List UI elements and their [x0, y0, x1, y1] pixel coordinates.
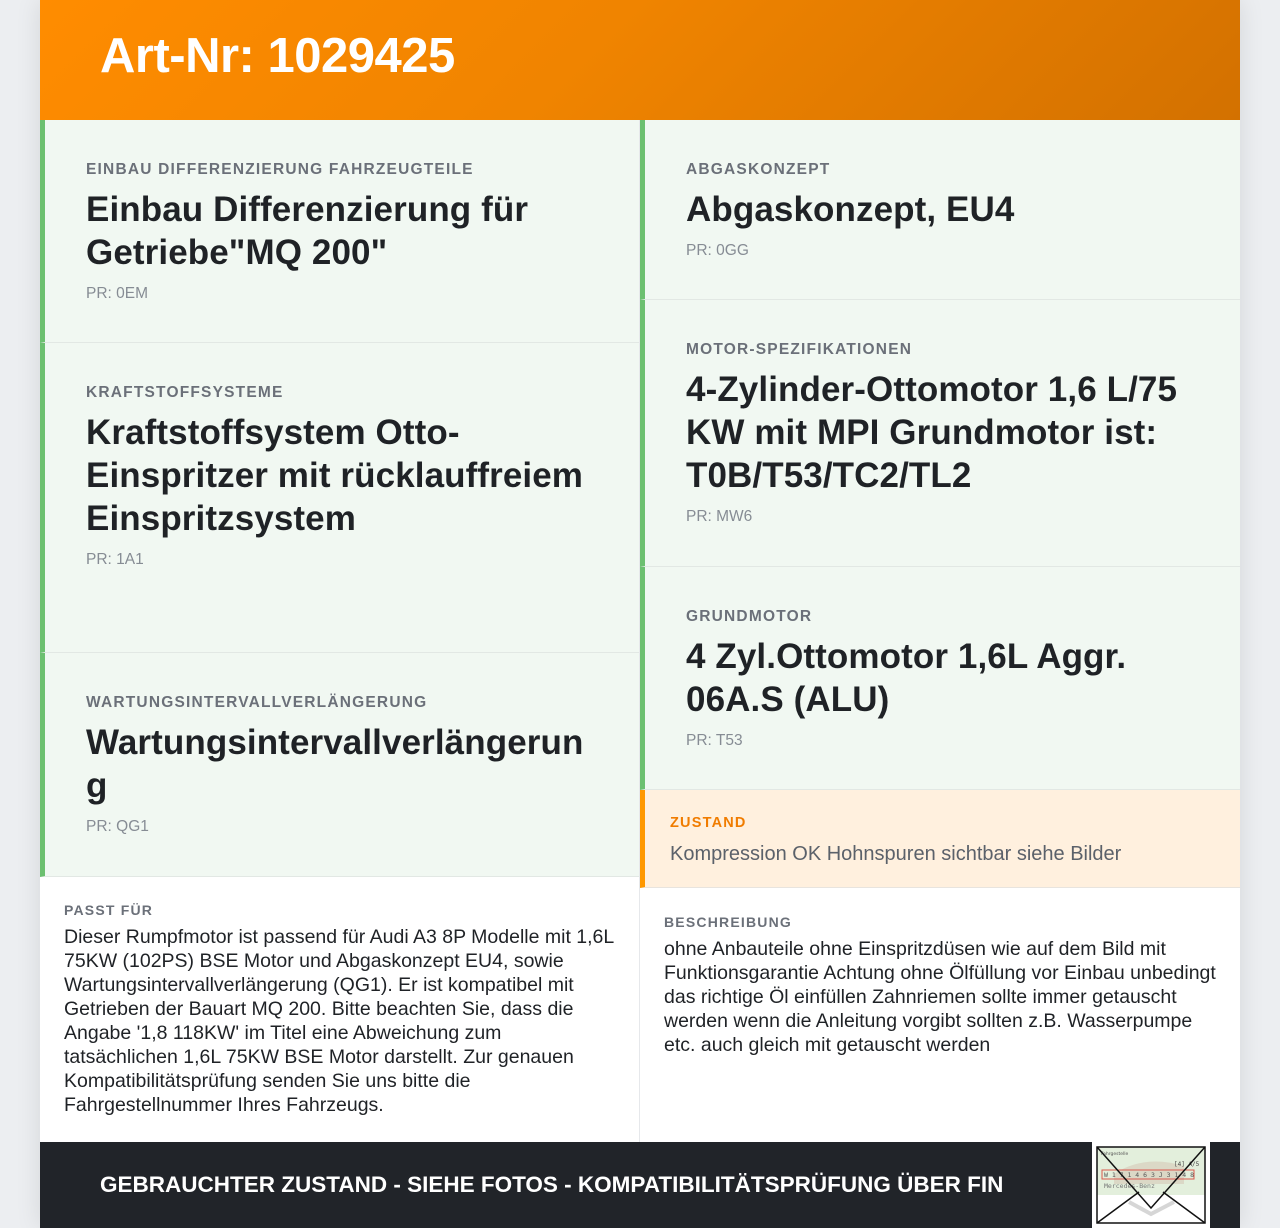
spec-card-motor-spezifikationen: [640, 300, 1240, 567]
spec-grid: [40, 120, 1240, 1142]
spec-pr-code: PR: T53: [686, 732, 743, 749]
spec-label: ABGASKONZEPT: [686, 161, 831, 178]
spec-card-wartungsintervall: [40, 653, 639, 877]
passt-fuer-label: PASST FÜR: [64, 902, 154, 918]
spec-title: Wartungsintervallverlängerung: [86, 723, 584, 805]
spec-title: 4-Zylinder-Ottomotor 1,6 L/75 KW mit MPI Grundmotor ist: T0B/T53/TC2/TL2: [686, 370, 1178, 495]
spec-label: EINBAU DIFFERENZIERUNG FAHRZEUGTEILE: [86, 161, 474, 178]
spec-card-grundmotor: [640, 567, 1240, 790]
passt-fuer-text: Dieser Rumpfmotor ist passend für Audi A3 8P Modelle mit 1,6L 75KW (102PS) BSE Motor und Abgaskonzept EU4, sowie Wartungsintervallverlängerung (QG1). Er ist kompatibel mit Getrieben der Bauart MQ 200. Bitte beachten Sie, dass die Angabe '1,8 118KW' im Titel eine Abweichung zum tatsächlichen 1,6L 75KW BSE Motor darstellt. Zur genauen Kompatibilitätsprüfung senden Sie uns bitte die Fahrgestellnummer Ihres Fahrzeugs.: [64, 926, 614, 1116]
header-banner: [40, 0, 1240, 120]
spec-card-einbau-differenzierung: [40, 120, 639, 343]
product-sheet: [40, 0, 1240, 1228]
beschreibung-label: BESCHREIBUNG: [664, 914, 792, 930]
spec-label: WARTUNGSINTERVALLVERLÄNGERUNG: [86, 694, 428, 711]
beschreibung-section: [640, 888, 1240, 1142]
spec-title: Einbau Differenzierung für Getriebe"MQ 200": [86, 190, 529, 272]
spec-label: MOTOR-SPEZIFIKATIONEN: [686, 341, 913, 358]
spec-label: KRAFTSTOFFSYSTEME: [86, 384, 284, 401]
zustand-section: [640, 790, 1240, 888]
spec-pr-code: PR: 1A1: [86, 551, 144, 568]
spec-card-abgaskonzept: [640, 120, 1240, 300]
footer-text: GEBRAUCHTER ZUSTAND - SIEHE FOTOS - KOMPATIBILITÄTSPRÜFUNG ÜBER FIN: [100, 1172, 1004, 1197]
spec-card-kraftstoffsysteme: [40, 343, 639, 653]
zustand-value: Kompression OK Hohnspuren sichtbar siehe Bilder: [670, 843, 1122, 865]
zustand-label: ZUSTAND: [670, 815, 747, 831]
spec-title: Abgaskonzept, EU4: [686, 190, 1015, 229]
footer-banner: [40, 1142, 1240, 1228]
article-number-title: Art-Nr: 1029425: [100, 29, 455, 83]
spec-title: 4 Zyl.Ottomotor 1,6L Aggr. 06A.S (ALU): [686, 637, 1127, 719]
spec-pr-code: PR: MW6: [686, 508, 753, 525]
beschreibung-text: ohne Anbauteile ohne Einspritzdüsen wie auf dem Bild mit Funktionsgarantie Achtung ohne Ölfüllung vor Einbau unbedingt das richtige Öl einfüllen Zahnriemen sollte immer getauscht werden wenn die Anleitung vorgibt sollten z.B. Wasserpumpe etc. auch gleich mit getauscht werden: [664, 938, 1216, 1056]
svg-text:Mercedes-Benz: Mercedes-Benz: [1104, 1182, 1155, 1190]
passt-fuer-section: [40, 877, 639, 1142]
spec-label: GRUNDMOTOR: [686, 608, 813, 625]
spec-pr-code: PR: QG1: [86, 818, 149, 835]
svg-text:[4] A/5: [4] A/5: [1174, 1161, 1200, 1168]
spec-pr-code: PR: 0EM: [86, 285, 149, 302]
spec-title: Kraftstoffsystem Otto-Einspritzer mit rücklauffreiem Einspritzsystem: [86, 413, 584, 538]
envelope-icon: [1094, 1144, 1208, 1226]
svg-text:W 1 7 1 4 6 3 J 3 1 4 8: W 1 7 1 4 6 3 J 3 1 4 8: [1104, 1171, 1195, 1179]
spec-pr-code: PR: 0GG: [686, 242, 749, 259]
fin-envelope-image: [1092, 1142, 1210, 1228]
svg-text:Fahrgestelle: Fahrgestelle: [1101, 1152, 1129, 1157]
right-column: [640, 120, 1240, 1142]
left-column: [40, 120, 640, 1142]
